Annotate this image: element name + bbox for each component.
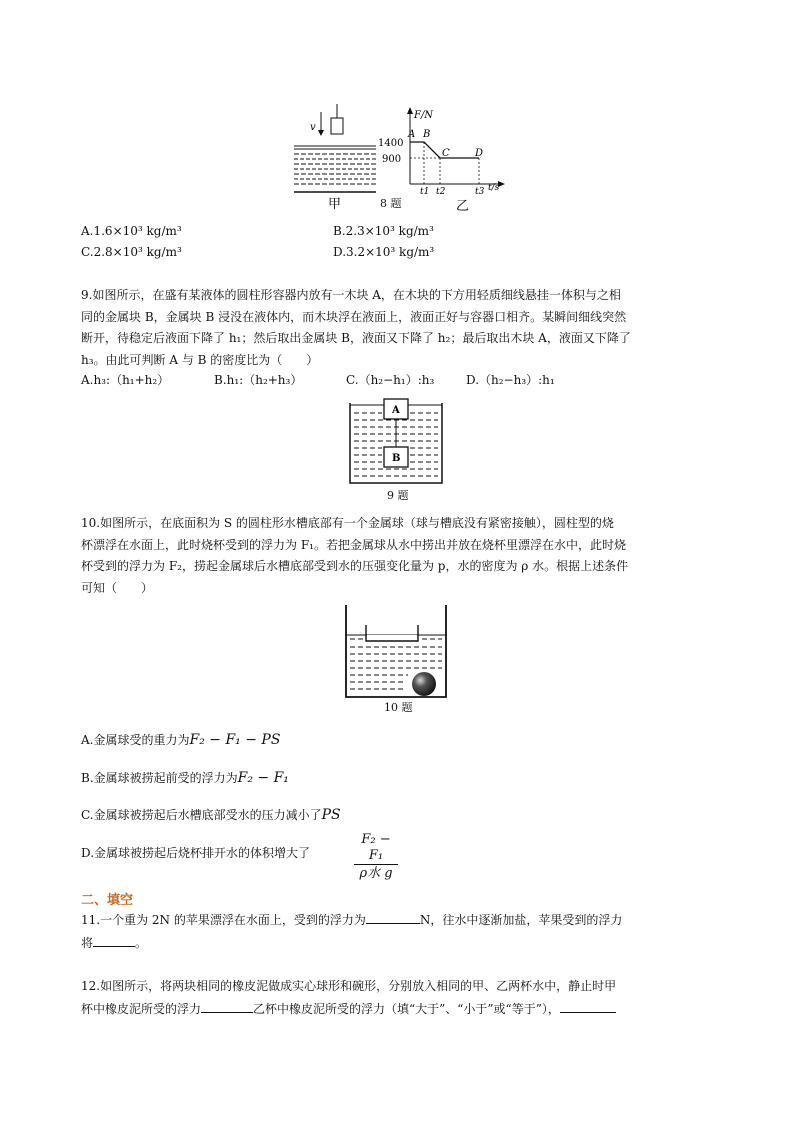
q11-blank-1[interactable] bbox=[366, 909, 420, 924]
q12-blank-1[interactable] bbox=[201, 998, 253, 1013]
q8-y-axis-label: F/N bbox=[414, 110, 434, 121]
q10-option-b-text: B.金属球被捞起前受的浮力为 bbox=[81, 771, 238, 785]
q10-line-4: 可知（ ） bbox=[81, 580, 154, 595]
q8-option-c: C.2.8×10³ kg/m³ bbox=[81, 245, 182, 259]
q10-option-b bbox=[81, 768, 289, 788]
q8-option-d: D.3.2×10³ kg/m³ bbox=[333, 245, 435, 259]
q8-figure-jia bbox=[290, 104, 380, 210]
q9-block-b-label: B bbox=[392, 453, 401, 464]
q8-tick-1400: 1400 bbox=[378, 138, 404, 149]
q11-text-1: 11.一个重为 2N 的苹果漂浮在水面上，受到的浮力为 bbox=[81, 913, 366, 927]
q8-t3: t3 bbox=[475, 187, 485, 197]
q10-option-a bbox=[81, 730, 280, 750]
q8-point-a: A bbox=[408, 129, 416, 140]
q10-tank-figure bbox=[342, 603, 452, 701]
q11-text-4: 。 bbox=[135, 935, 148, 950]
q9-block-a-label: A bbox=[392, 405, 400, 416]
q8-label-jia: 甲 bbox=[328, 197, 342, 210]
section-title-fill-in: 二、填空 bbox=[81, 893, 134, 908]
q10-option-b-formula: F₂ − F₁ bbox=[237, 770, 289, 786]
q10-option-d bbox=[81, 843, 310, 863]
q8-point-c: C bbox=[442, 148, 450, 159]
q8-option-b: B.2.3×10³ kg/m³ bbox=[333, 224, 434, 238]
q10-option-d-denominator: ρ水 g bbox=[359, 866, 393, 881]
q10-option-d-text: D.金属球被捞起后烧杯排开水的体积增大了 bbox=[81, 846, 311, 860]
q8-tick-900: 900 bbox=[382, 154, 402, 165]
q9-line-3: 断开，待稳定后液面下降了 h₁；然后取出金属块 B，液面又下降了 h₂；最后取出木块 A，液面又下降了 bbox=[81, 331, 631, 345]
q8-t1: t1 bbox=[420, 187, 430, 197]
q8-force-time-graph bbox=[372, 104, 512, 214]
q10-option-d-numerator: F₂ − F₁ bbox=[354, 832, 398, 865]
q9-line-1: 9.如图所示，在盛有某液体的圆柱形容器内放有一木块 A，在木块的下方用轻质细线悬挂一体积与之相 bbox=[81, 288, 621, 302]
q12-blank-2[interactable] bbox=[560, 998, 616, 1013]
q9-caption: 9 题 bbox=[387, 489, 409, 502]
q10-option-a-text: A.金属球受的重力为 bbox=[81, 733, 190, 747]
q9-container-figure bbox=[346, 395, 446, 491]
q11-stem bbox=[81, 909, 721, 954]
q8-caption: 8 题 bbox=[380, 197, 402, 210]
q10-option-c-text: C.金属球被捞起后水槽底部受水的压力减小了 bbox=[81, 808, 322, 822]
q12-text-3: 乙杯中橡皮泥所受的浮力（填“大于”、“小于”或“等于”）， bbox=[253, 1001, 560, 1016]
q11-text-2: N，往水中逐渐加盐，苹果受到的浮力 bbox=[419, 913, 623, 927]
q11-text-3: 将 bbox=[81, 935, 94, 950]
q8-label-yi: 乙 bbox=[456, 199, 470, 214]
q12-line-1: 12.如图所示，将两块相同的橡皮泥做成实心球形和碗形，分别放入相同的甲、乙两杯水中，静止时甲 bbox=[81, 979, 617, 993]
q9-option-c: C.（h₂−h₁）:h₃ bbox=[346, 373, 435, 387]
q10-line-1: 10.如图所示，在底面积为 S 的圆柱形水槽底部有一个金属球（球与槽底没有紧密接触），圆柱型的烧 bbox=[81, 516, 614, 530]
q8-x-axis-label: t/s bbox=[488, 183, 500, 193]
q8-point-d: D bbox=[475, 148, 484, 159]
q10-caption: 10 题 bbox=[384, 701, 413, 714]
q10-stem bbox=[81, 513, 721, 599]
q9-option-d: D.（h₂−h₃）:h₁ bbox=[466, 373, 555, 387]
q10-option-d-fraction bbox=[354, 832, 398, 883]
q8-block bbox=[331, 118, 343, 134]
q10-option-c bbox=[81, 805, 341, 825]
q12-stem bbox=[81, 976, 721, 1020]
q10-line-3: 杯受到的浮力为 F₂，捞起金属球后水槽底部受到水的压强变化量为 p，水的密度为 ρ 水。根据上述条件 bbox=[81, 559, 629, 573]
q9-option-b: B.h₁:（h₂+h₃） bbox=[214, 373, 303, 387]
q8-option-a: A.1.6×10³ kg/m³ bbox=[81, 224, 182, 238]
q9-line-2: 同的金属块 B，金属块 B 浸没在液体内，而木块浮在液面上，液面正好与容器口相齐。某瞬间细线突然 bbox=[81, 309, 627, 324]
q12-text-2: 杯中橡皮泥所受的浮力 bbox=[81, 1001, 202, 1016]
q10-metal-ball bbox=[412, 672, 436, 696]
q10-option-a-formula: F₂ − F₁ − PS bbox=[189, 732, 281, 748]
q8-t2: t2 bbox=[436, 187, 446, 197]
q11-blank-2[interactable] bbox=[93, 932, 135, 947]
q10-option-c-formula: PS bbox=[321, 807, 341, 823]
q8-point-b: B bbox=[423, 129, 431, 140]
q8-v-label: v bbox=[310, 122, 316, 133]
q9-option-a: A.h₃:（h₁+h₂） bbox=[81, 373, 170, 387]
q10-line-2: 杯漂浮在水面上，此时烧杯受到的浮力为 F₁。若把金属球从水中捞出并放在烧杯里漂浮在水中，此时烧 bbox=[81, 537, 626, 552]
q9-stem bbox=[81, 285, 721, 371]
q9-line-4: h₃。由此可判断 A 与 B 的密度比为（ ） bbox=[81, 352, 319, 367]
